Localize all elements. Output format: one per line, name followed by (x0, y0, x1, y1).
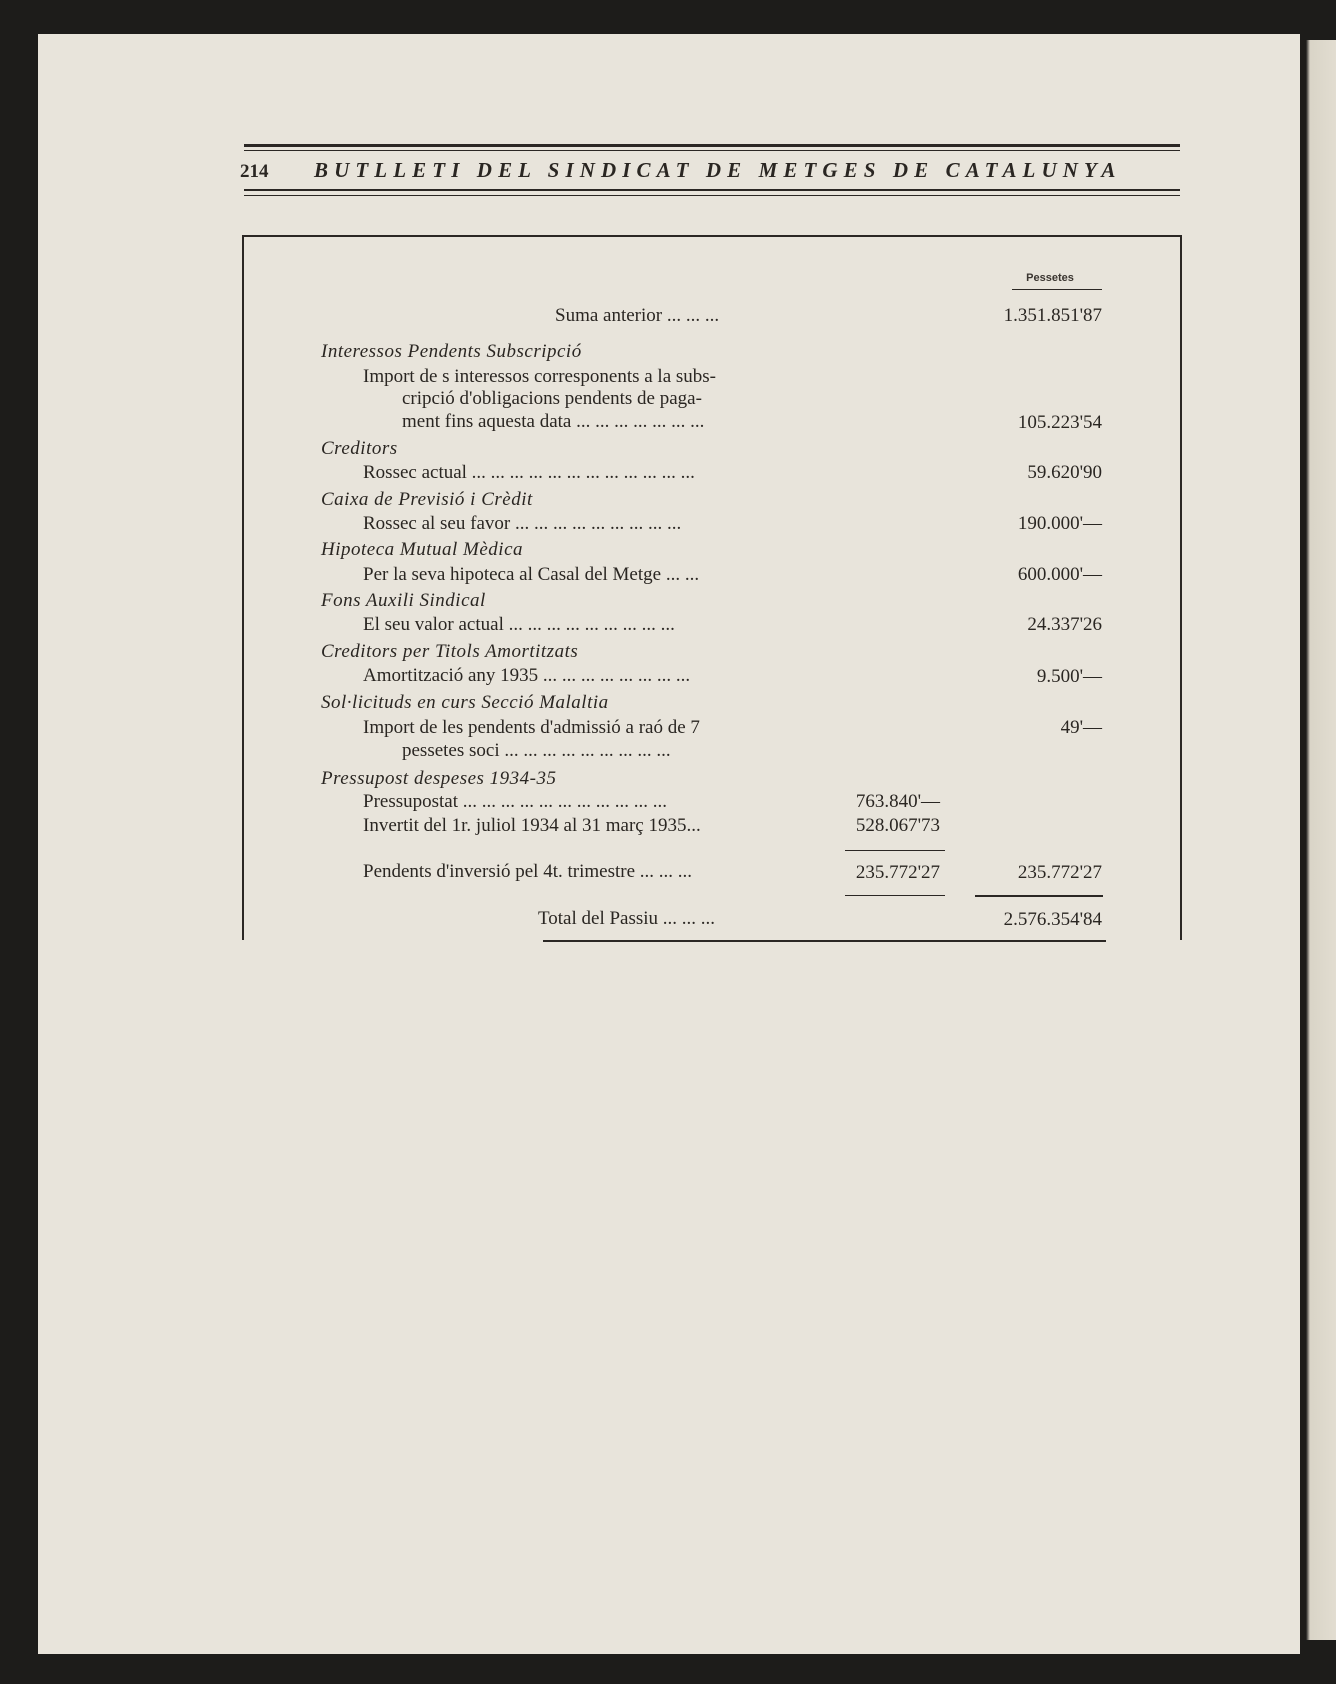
interessos-line-3: ment fins aquesta data ... ... ... ... ... ... ... (402, 411, 705, 432)
sollicituds-value: 49'— (1060, 717, 1102, 738)
titols-line: Amortització any 1935 ... ... ... ... ... ... ... ... (363, 665, 691, 686)
page-sheet (38, 34, 1300, 1654)
sollicituds-heading: Sol·licituds en curs Secció Malaltia (321, 692, 609, 713)
total-value: 2.576.354'84 (1003, 909, 1102, 930)
column-heading-underline (1012, 289, 1102, 290)
total-label: Total del Passiu ... ... ... (538, 908, 716, 929)
interessos-line-1: Import de s interessos corresponents a la subs- (363, 366, 717, 387)
hipoteca-value: 600.000'— (1017, 564, 1102, 585)
pendents-value: 235.772'27 (1017, 862, 1102, 883)
pressupost-value-1: 763.840'— (855, 791, 940, 812)
caixa-line: Rossec al seu favor ... ... ... ... ... ... ... ... ... (363, 513, 682, 534)
interessos-value: 105.223'54 (1017, 412, 1102, 433)
pressupost-line-2: Invertit del 1r. juliol 1934 al 31 març 1935... (363, 815, 701, 836)
facing-page-edge (1300, 40, 1336, 1640)
fons-line: El seu valor actual ... ... ... ... ... ... ... ... ... (363, 614, 675, 635)
hipoteca-line: Per la seva hipoteca al Casal del Metge ... ... (363, 564, 700, 585)
table-left-rule (242, 235, 244, 940)
header-bottom-rule (244, 189, 1180, 191)
table-top-rule (242, 235, 1182, 237)
header-bottom-rule-thin (244, 195, 1180, 196)
creditors-line: Rossec actual ... ... ... ... ... ... ... ... ... ... ... ... (363, 462, 695, 483)
titols-value: 9.500'— (1036, 666, 1102, 687)
fons-value: 24.337'26 (1027, 614, 1102, 635)
pressupost-heading: Pressupost despeses 1934-35 (321, 768, 557, 789)
total-rule-right (975, 895, 1103, 897)
sollicituds-line-1: Import de les pendents d'admissió a raó de 7 (363, 717, 700, 738)
creditors-value: 59.620'90 (1027, 462, 1102, 483)
pressupost-line-1: Pressupostat ... ... ... ... ... ... ... ... ... ... ... (363, 791, 667, 812)
header-top-rule-thin (244, 150, 1180, 151)
header-top-rule (244, 144, 1180, 147)
suma-anterior-value: 1.351.851'87 (1003, 305, 1102, 326)
page-number: 214 (240, 161, 269, 182)
sollicituds-line-2: pessetes soci ... ... ... ... ... ... ... ... ... (402, 740, 671, 761)
caixa-heading: Caixa de Previsió i Crèdit (321, 489, 533, 510)
caixa-value: 190.000'— (1017, 513, 1102, 534)
fons-heading: Fons Auxili Sindical (321, 590, 486, 611)
interessos-line-2: cripció d'obligacions pendents de paga- (402, 388, 702, 409)
pressupost-value-2: 528.067'73 (855, 815, 940, 836)
pressupost-sum-rule (845, 850, 945, 851)
pendents-label: Pendents d'inversió pel 4t. trimestre ... ... ... (363, 861, 693, 882)
journal-title: BUTLLETI DEL SINDICAT DE METGES DE CATALUNYA (314, 158, 1122, 182)
suma-anterior-label: Suma anterior ... ... ... (555, 305, 720, 326)
titols-heading: Creditors per Titols Amortitzats (321, 641, 579, 662)
total-underline (543, 940, 1106, 942)
interessos-heading: Interessos Pendents Subscripció (321, 341, 582, 362)
table-right-rule (1180, 235, 1182, 940)
total-rule-mid (845, 895, 945, 896)
column-heading-pessetes: Pessetes (1026, 272, 1074, 284)
creditors-heading: Creditors (321, 438, 398, 459)
pendents-value-mid: 235.772'27 (855, 862, 940, 883)
hipoteca-heading: Hipoteca Mutual Mèdica (321, 539, 524, 560)
